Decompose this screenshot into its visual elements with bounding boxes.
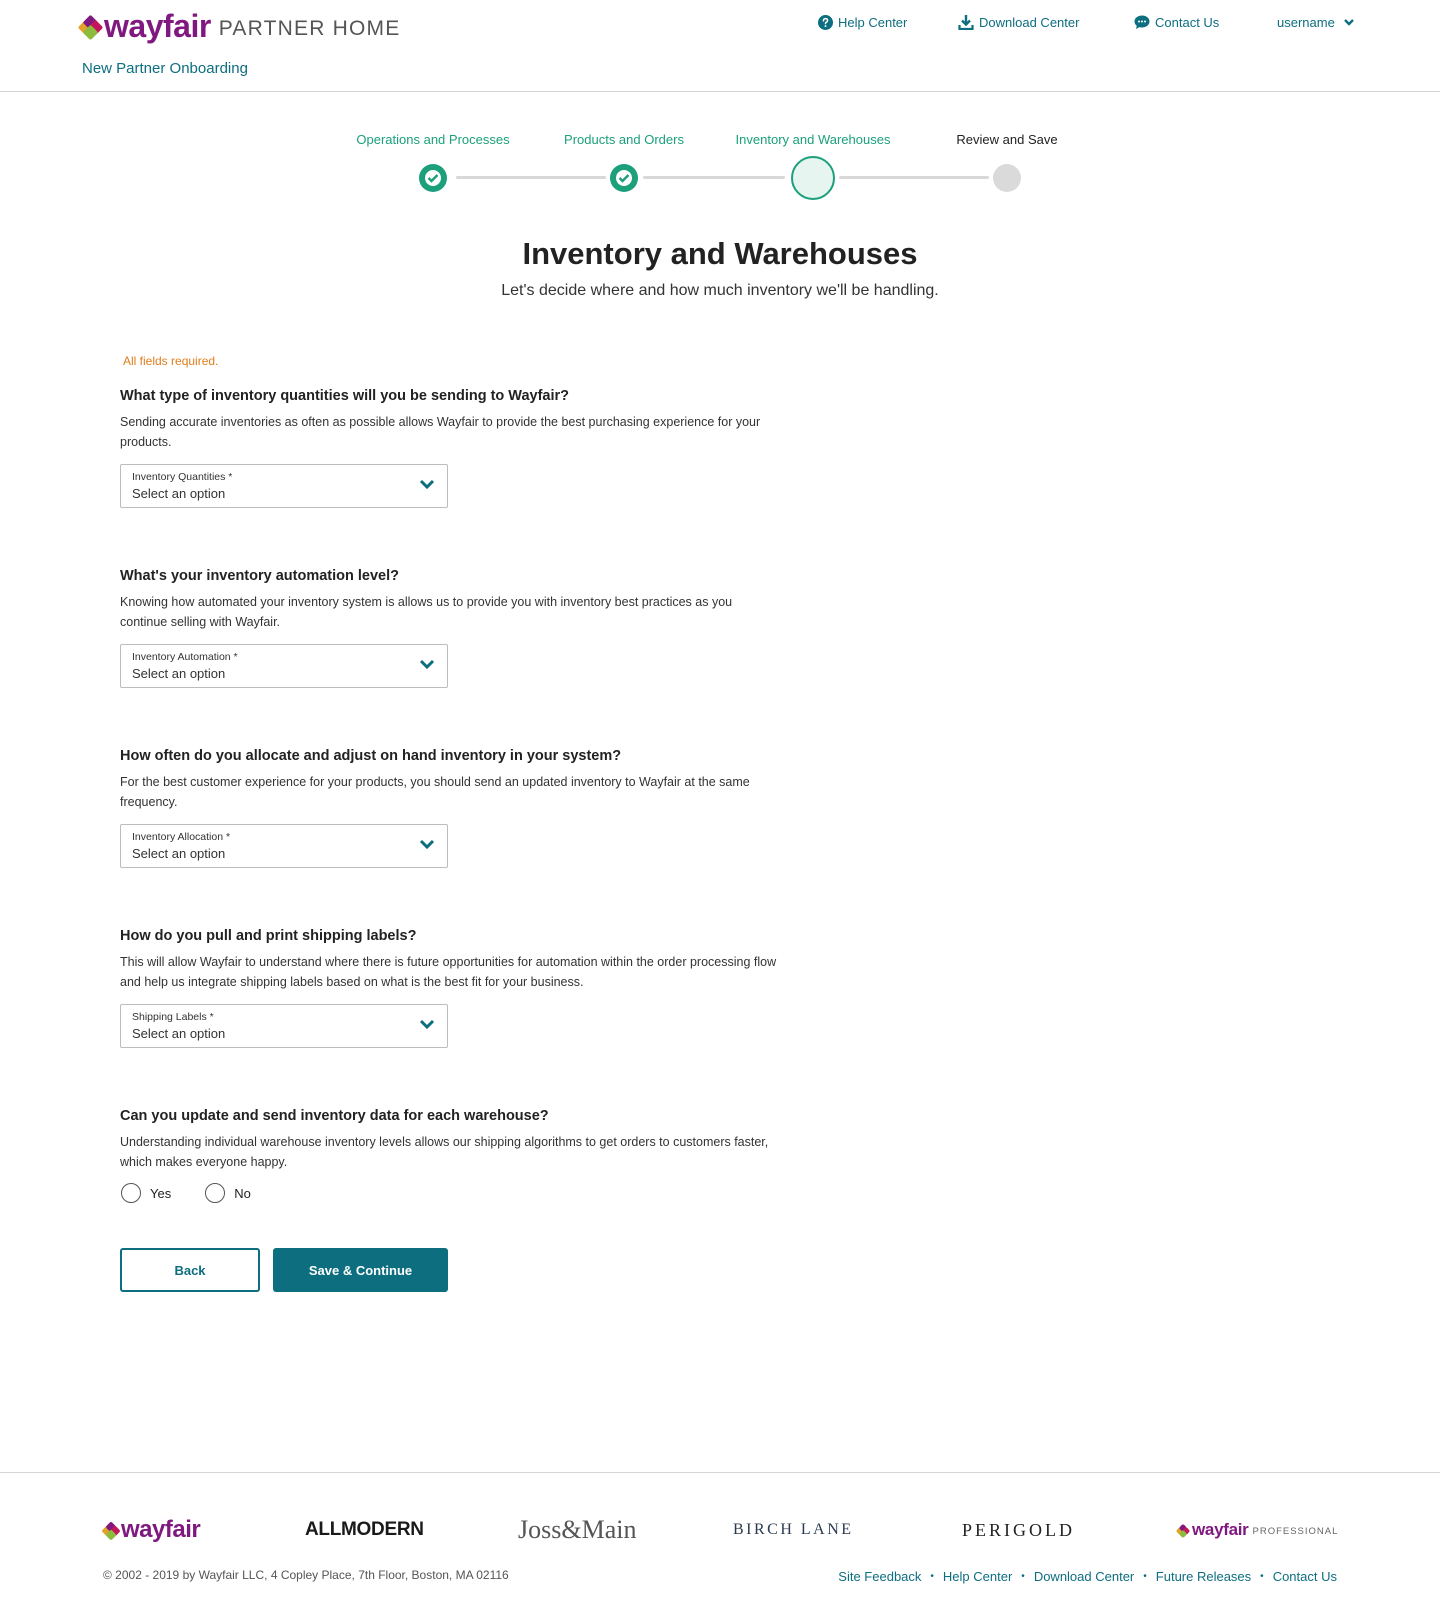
question-description: Knowing how automated your inventory system is allows us to provide you with inventory best practices as you continue selling with Wayfair. [120, 595, 733, 629]
copyright-text: © 2002 - 2019 by Wayfair LLC, 4 Copley Place, 7th Floor, Boston, MA 02116 [103, 1568, 509, 1582]
question-heading: How do you pull and print shipping labels? [120, 928, 417, 944]
warehouse-data-radio-group [121, 1183, 285, 1203]
select-label: Inventory Quantities * [132, 471, 233, 483]
wayfair-pinwheel-icon [1177, 1525, 1189, 1537]
wayfair-pinwheel-icon [80, 17, 102, 39]
page-title: Inventory and Warehouses [522, 236, 918, 271]
chevron-down-icon [419, 839, 435, 850]
download-center-label: Download Center [979, 14, 1080, 30]
inventory-automation-select[interactable] [120, 644, 448, 688]
step-label-products: Products and Orders [564, 132, 684, 147]
brand-wayfair-logo[interactable] [103, 1513, 200, 1547]
download-center-link[interactable] [958, 12, 1079, 32]
question-description: Understanding individual warehouse inventory levels allows our shipping algorithms to get orders to customers faster, which makes everyone happy. [120, 1135, 769, 1169]
question-circle-icon [818, 15, 833, 30]
select-value: Select an option [132, 846, 226, 861]
footer [0, 1472, 1440, 1600]
brand-wayfair-pro-text: wayfair [1192, 1520, 1249, 1539]
wayfair-pinwheel-icon [103, 1523, 119, 1539]
step-complete-products [610, 164, 638, 192]
header [0, 0, 1440, 92]
logo-wordmark: wayfair [104, 7, 211, 44]
radio-yes[interactable] [121, 1183, 141, 1203]
step-current-inventory [791, 156, 835, 200]
inventory-quantities-select[interactable] [120, 464, 448, 508]
chevron-down-icon [419, 659, 435, 670]
logo-subtitle: PARTNER HOME [218, 17, 401, 40]
select-label: Inventory Allocation * [132, 831, 231, 843]
select-label: Shipping Labels * [132, 1011, 214, 1023]
select-label: Inventory Automation * [132, 651, 238, 663]
footer-link-contact-us[interactable]: Contact Us [1272, 1569, 1337, 1584]
step-connector [643, 176, 785, 179]
help-center-link[interactable] [818, 12, 907, 32]
step-complete-operations [419, 164, 447, 192]
question-heading: What's your inventory automation level? [120, 568, 399, 584]
brand-jossmain-text: Joss&Main [518, 1515, 637, 1544]
wayfair-partner-home-logo[interactable] [80, 8, 400, 44]
question-description: This will allow Wayfair to understand where there is future opportunities for automation within the order processing flow and help us integrate shipping labels based on what is the best fit for your business. [120, 955, 777, 989]
question-inventory-automation [120, 568, 780, 632]
required-note: All fields required. [123, 354, 219, 368]
brand-allmodern-text: ALLMODERN [305, 1519, 424, 1540]
footer-link-help-center[interactable]: Help Center [942, 1569, 1013, 1584]
back-button[interactable]: Back [120, 1248, 260, 1292]
question-heading: What type of inventory quantities will you be sending to Wayfair? [120, 388, 569, 404]
step-label-inventory: Inventory and Warehouses [735, 132, 891, 147]
question-warehouse-data [120, 1108, 780, 1172]
username-label: username [1277, 14, 1335, 30]
page-section-title: New Partner Onboarding [82, 60, 248, 77]
step-connector [839, 176, 989, 179]
chevron-down-icon [419, 479, 435, 490]
question-inventory-quantities [120, 388, 780, 452]
contact-us-link[interactable] [1134, 12, 1219, 32]
step-label-review: Review and Save [956, 132, 1058, 147]
question-description: Sending accurate inventories as often as possible allows Wayfair to provide the best purchasing experience for your products. [120, 415, 761, 449]
brand-perigold-text: PERIGOLD [962, 1519, 1075, 1540]
checkmark-icon [618, 173, 630, 183]
checkmark-icon [427, 173, 439, 183]
radio-no-label[interactable]: No [234, 1185, 251, 1201]
footer-links [838, 1569, 1337, 1584]
footer-link-download-center[interactable]: Download Center [1033, 1569, 1135, 1584]
chevron-down-icon [419, 1019, 435, 1030]
contact-us-label: Contact Us [1155, 14, 1220, 30]
footer-separator: • [1143, 1571, 1147, 1582]
step-connector [456, 176, 606, 179]
brand-allmodern-logo[interactable] [305, 1513, 424, 1547]
select-value: Select an option [132, 1026, 226, 1041]
chevron-down-icon [1343, 18, 1355, 27]
question-heading: Can you update and send inventory data for each warehouse? [120, 1108, 549, 1124]
question-heading: How often do you allocate and adjust on hand inventory in your system? [120, 748, 622, 764]
brand-wayfair-professional-logo[interactable] [1177, 1513, 1338, 1547]
question-shipping-labels [120, 928, 780, 992]
brand-wayfair-text: wayfair [121, 1516, 201, 1543]
page-lead: Let's decide where and how much inventory we'll be handling. [501, 282, 939, 299]
brand-perigold-logo[interactable] [962, 1513, 1075, 1547]
question-inventory-allocation [120, 748, 780, 812]
step-upcoming-review [993, 164, 1021, 192]
radio-no[interactable] [205, 1183, 225, 1203]
question-description: For the best customer experience for your products, you should send an updated inventory to Wayfair at the same frequency. [120, 775, 750, 809]
chat-bubble-icon [1134, 15, 1150, 30]
user-menu[interactable] [1277, 12, 1360, 32]
footer-separator: • [930, 1571, 934, 1582]
radio-yes-label[interactable]: Yes [150, 1185, 172, 1201]
select-value: Select an option [132, 666, 226, 681]
brand-jossmain-logo[interactable] [518, 1513, 636, 1547]
save-continue-button[interactable]: Save & Continue [273, 1248, 448, 1292]
download-icon [958, 14, 974, 30]
brand-birchlane-text: BIRCH LANE [733, 1521, 854, 1538]
step-label-operations: Operations and Processes [356, 132, 510, 147]
footer-link-site-feedback[interactable]: Site Feedback [838, 1569, 922, 1584]
brand-birchlane-logo[interactable] [733, 1513, 854, 1547]
shipping-labels-select[interactable] [120, 1004, 448, 1048]
footer-link-future-releases[interactable]: Future Releases [1155, 1569, 1252, 1584]
select-value: Select an option [132, 486, 226, 501]
footer-separator: • [1021, 1571, 1025, 1582]
help-center-label: Help Center [838, 14, 908, 30]
footer-separator: • [1260, 1571, 1264, 1582]
brand-professional-text: PROFESSIONAL [1252, 1526, 1339, 1537]
inventory-allocation-select[interactable] [120, 824, 448, 868]
